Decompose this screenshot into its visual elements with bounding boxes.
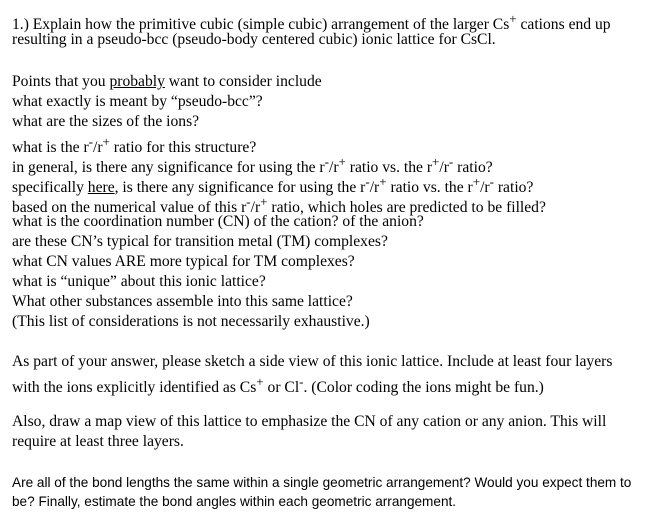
point-ion-sizes: what are the sizes of the ions?	[12, 113, 200, 130]
point-cn-typical: are these CN’s typical for transition metal (TM) complexes?	[12, 233, 388, 250]
point-coordination-number: what is the coordination number (CN) of the cation? of the anion?	[12, 213, 424, 230]
point-unique: what is “unique” about this ionic lattice?	[12, 273, 266, 290]
map-line-1: Also, draw a map view of this lattice to emphasize the CN of any cation or any anion. This will	[12, 413, 607, 430]
point-holes-filled: based on the numerical value of this r-/r+ ratio, which holes are predicted to be filled?	[12, 194, 546, 217]
point-list-note: (This list of considerations is not necessarily exhaustive.)	[12, 313, 370, 330]
point-ratio: what is the r-/r+ ratio for this structure?	[12, 134, 257, 157]
points-intro: Points that you probably want to consider include	[12, 73, 322, 90]
sketch-line-2: with the ions explicitly identified as Cs+ or Cl-. (Color coding the ions might be fun.)	[12, 374, 544, 397]
map-line-2: require at least three layers.	[12, 433, 184, 450]
point-pseudo-bcc: what exactly is meant by “pseudo-bcc”?	[12, 93, 263, 110]
point-cn-values: what CN values ARE more typical for TM complexes?	[12, 253, 355, 270]
question-line-2: resulting in a pseudo-bcc (pseudo-body centered cubic) ionic lattice for CsCl.	[12, 31, 496, 48]
question-line-1: 1.) Explain how the primitive cubic (simple cubic) arrangement of the larger Cs+ cations end up	[12, 11, 611, 34]
bonds-line-1: Are all of the bond lengths the same within a single geometric arrangement? Would you expect them to	[12, 475, 632, 490]
point-other-substances: What other substances assemble into this same lattice?	[12, 293, 353, 310]
sketch-line-1: As part of your answer, please sketch a side view of this ionic lattice. Include at least four layers	[12, 353, 613, 370]
point-ratio-significance-specific: specifically here, is there any significance for using the r-/r+ ratio vs. the r+/r- ratio?	[12, 174, 534, 197]
point-ratio-significance-general: in general, is there any significance for using the r-/r+ ratio vs. the r+/r- ratio?	[12, 154, 493, 177]
bonds-line-2: be? Finally, estimate the bond angles within each geometric arrangement.	[12, 494, 457, 509]
